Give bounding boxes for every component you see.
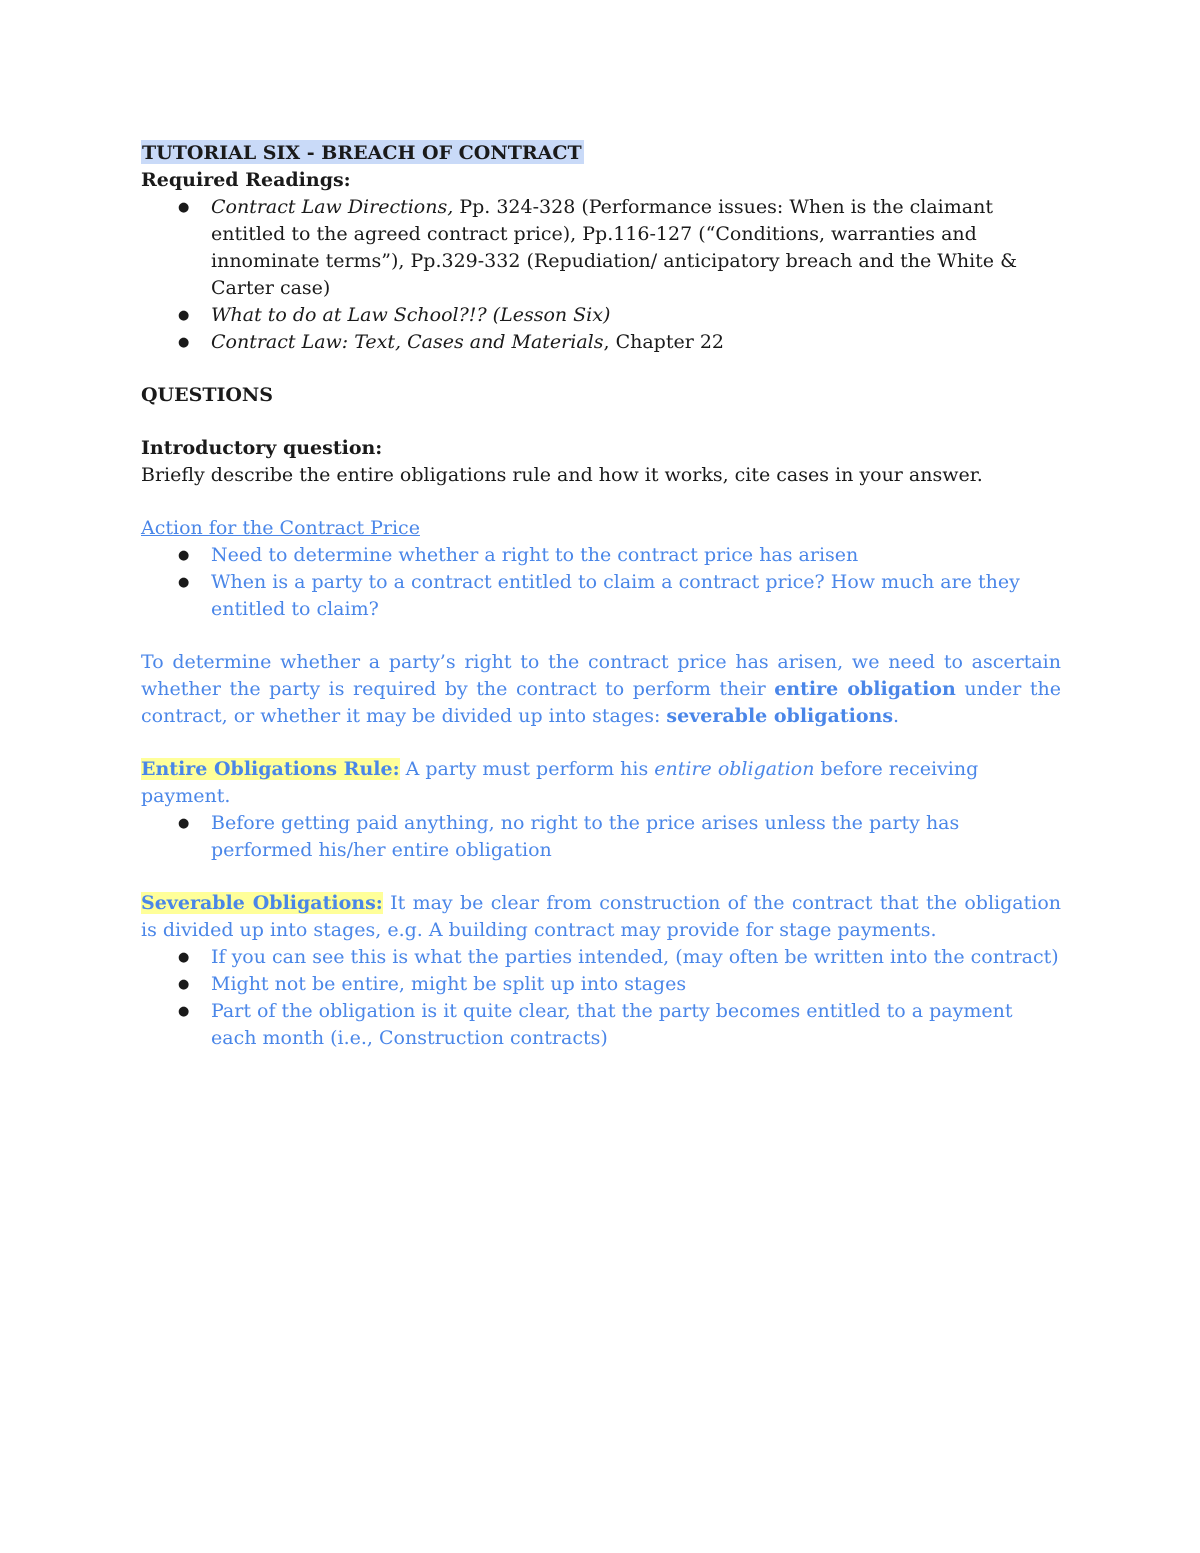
entire-rule-list	[141, 810, 1061, 864]
paragraph-text: under the contract, or whether it may be divided up into stages:	[141, 678, 1061, 727]
paragraph-text: A party must perform his	[399, 758, 655, 780]
bullet-icon: ●	[178, 1004, 190, 1019]
questions-heading: QUESTIONS	[141, 384, 273, 406]
severable-label: Severable Obligations:	[141, 892, 383, 914]
reading-title: What to do at Law School?!? (Lesson Six)	[211, 304, 611, 326]
readings-list	[141, 194, 1061, 356]
list-item	[141, 971, 1061, 998]
emphasis-text: entire obligation	[654, 758, 815, 780]
reading-title: Contract Law: Text, Cases and Materials	[211, 331, 604, 353]
document-content	[141, 140, 1061, 1052]
paragraph-text: before receiving payment.	[141, 758, 979, 807]
readings-heading: Required Readings:	[141, 169, 351, 191]
bullet-icon: ●	[178, 816, 190, 831]
action-list	[141, 542, 1061, 623]
page-title: TUTORIAL SIX - BREACH OF CONTRACT	[142, 142, 582, 164]
list-item	[141, 998, 1061, 1052]
title-line	[141, 140, 1061, 167]
intro-heading: Introductory question:	[141, 437, 383, 459]
determine-paragraph	[141, 649, 1061, 730]
intro-text: Briefly describe the entire obligations rule and how it works, cite cases in your answer.	[141, 464, 983, 486]
list-item-text: Might not be entire, might be split up into stages	[211, 973, 687, 995]
emphasis-text: severable obligations	[666, 705, 894, 727]
list-item	[141, 329, 1061, 356]
list-item-text: Before getting paid anything, no right to the price arises unless the party has performed his/her entire obligation	[211, 812, 960, 861]
reading-detail: Pp. 324-328 (Performance issues: When is the claimant entitled to the agreed contract price), Pp.116-127 (“Conditions, warranties and innominate terms”), Pp.329-332 (Repudiation/ anticipatory breach and the White & Carter case)	[211, 196, 1017, 299]
list-item	[141, 194, 1061, 302]
paragraph-text: To determine whether a party’s right to the contract price has arisen, we need to ascertain whether the party is required by the contract to perform their	[141, 651, 1061, 700]
bullet-icon: ●	[178, 575, 190, 590]
action-section	[141, 515, 1061, 1052]
list-item-text: When is a party to a contract entitled to claim a contract price? How much are they entitled to claim?	[211, 571, 1020, 620]
bullet-icon: ●	[178, 200, 190, 215]
bullet-icon: ●	[178, 308, 190, 323]
entire-rule-paragraph	[141, 756, 1061, 810]
reading-detail: , Chapter 22	[603, 331, 725, 353]
bullet-icon: ●	[178, 335, 190, 350]
list-item-text: If you can see this is what the parties intended, (may often be written into the contract)	[211, 946, 1059, 968]
list-item	[141, 569, 1061, 623]
paragraph-text: .	[893, 705, 900, 727]
list-item-text: Part of the obligation is it quite clear, that the party becomes entitled to a payment each month (i.e., Construction contracts)	[211, 1000, 1013, 1049]
bullet-icon: ●	[178, 950, 190, 965]
bullet-icon: ●	[178, 548, 190, 563]
list-item	[141, 302, 1061, 329]
list-item	[141, 542, 1061, 569]
list-item	[141, 810, 1061, 864]
emphasis-text: entire obligation	[774, 678, 956, 700]
severable-paragraph	[141, 890, 1061, 944]
reading-title: Contract Law Directions,	[211, 196, 454, 218]
action-heading-link[interactable]: Action for the Contract Price	[141, 517, 420, 539]
list-item	[141, 944, 1061, 971]
entire-rule-label: Entire Obligations Rule:	[141, 758, 400, 780]
severable-list	[141, 944, 1061, 1052]
list-item-text: Need to determine whether a right to the contract price has arisen	[211, 544, 859, 566]
bullet-icon: ●	[178, 977, 190, 992]
paragraph-text: It may be clear from construction of the contract that the obligation is divided up into stages, e.g. A building contract may provide for stage payments.	[141, 892, 1062, 941]
